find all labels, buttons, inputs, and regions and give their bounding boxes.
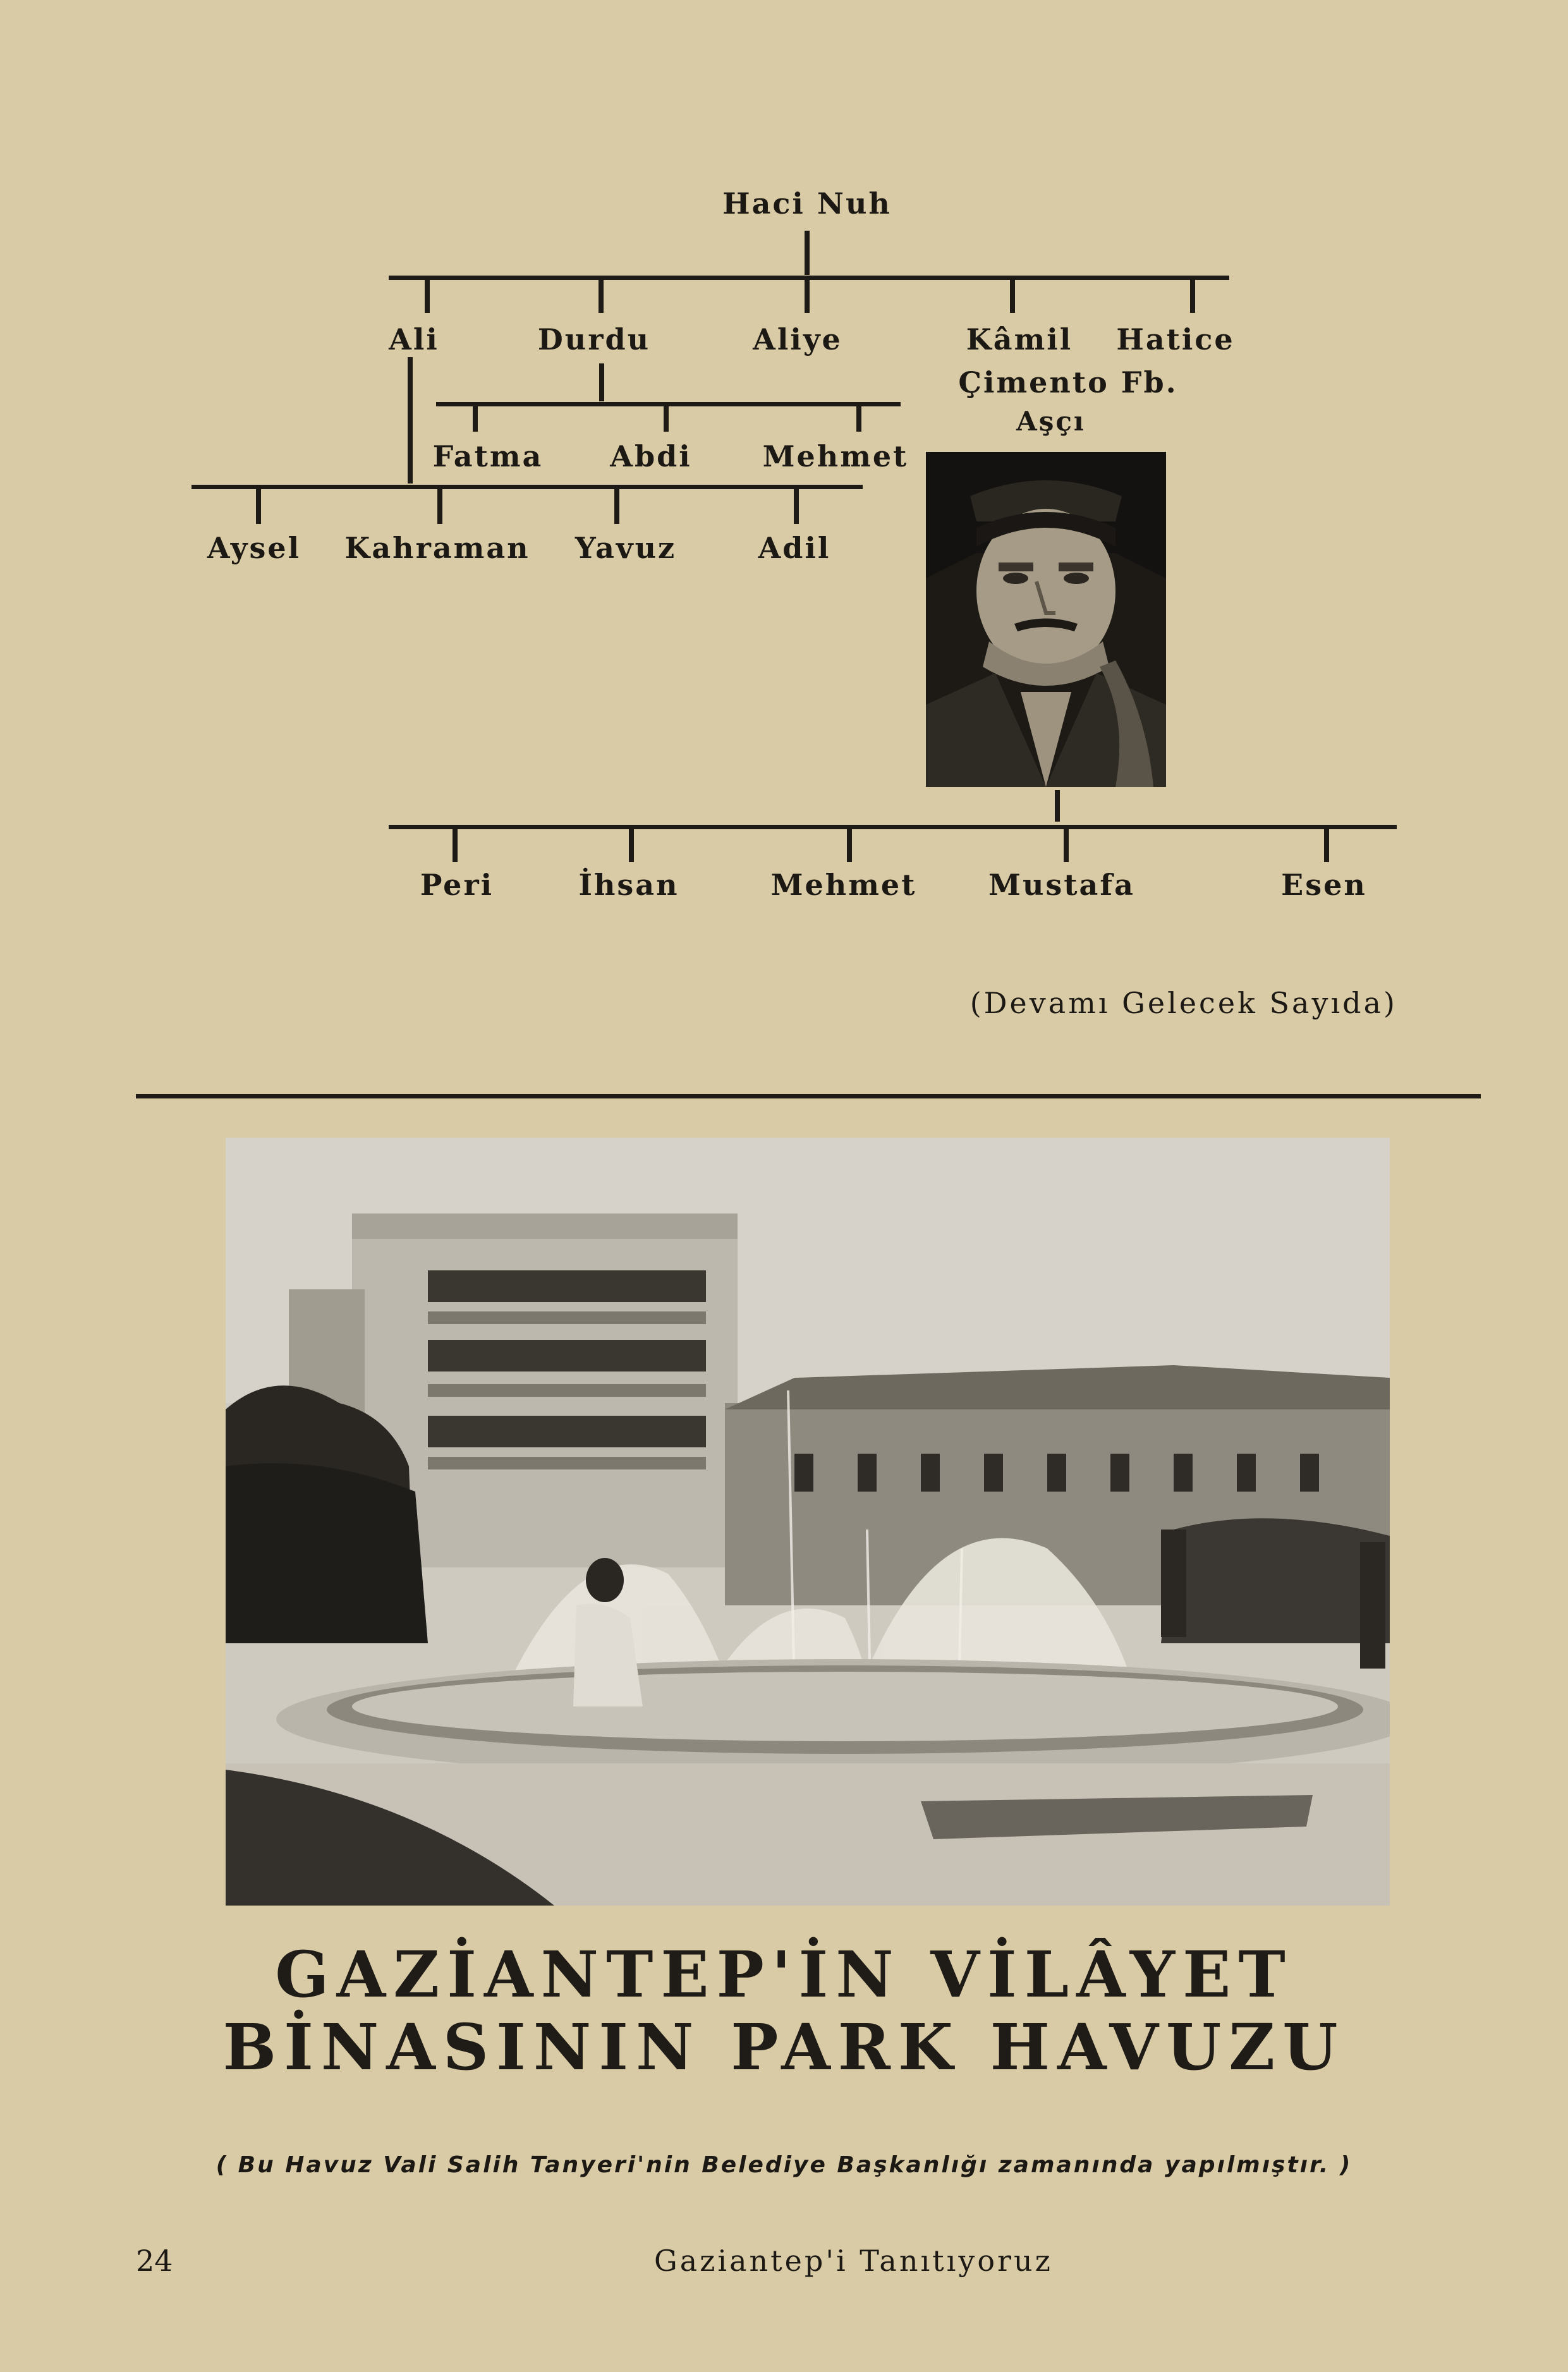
tree-child-name: Ali bbox=[389, 322, 439, 356]
continued-note: (Devamı Gelecek Sayıda) bbox=[969, 986, 1397, 1020]
tree-connector bbox=[1010, 280, 1015, 313]
tree-connector bbox=[805, 280, 810, 313]
fountain-photo-graphic bbox=[226, 1138, 1390, 1906]
tree-connector bbox=[1055, 790, 1060, 822]
tree-grandchild-name: Fatma bbox=[432, 439, 544, 473]
running-title: Gaziantep'i Tanıtıyoruz bbox=[654, 2244, 1053, 2278]
headline-line-2: BİNASININ PARK HAVUZU bbox=[222, 2010, 1346, 2084]
tree-grandchild-name: Aysel bbox=[207, 531, 301, 565]
tree-grandchild-name: Kahraman bbox=[344, 531, 530, 565]
tree-child-name: Hatice bbox=[1116, 322, 1235, 356]
kamil-note-line: Aşçı bbox=[1016, 406, 1086, 437]
tree-child-name: Kâmil bbox=[966, 322, 1073, 356]
tree-connector bbox=[256, 489, 261, 524]
kamil-note-line: Çimento Fb. bbox=[958, 365, 1178, 399]
tree-connector bbox=[453, 829, 458, 862]
tree-connector bbox=[629, 829, 634, 862]
tree-connector bbox=[1190, 280, 1195, 313]
tree-child-name: Aliye bbox=[753, 322, 842, 356]
photo-caption: ( Bu Havuz Vali Salih Tanyeri'nin Belediye Başkanlığı zamanında yapılmıştır. ) bbox=[216, 2152, 1352, 2178]
tree-grandchild-name: İhsan bbox=[578, 868, 679, 902]
tree-connector bbox=[389, 276, 1229, 280]
tree-grandchild-name: Yavuz bbox=[574, 531, 677, 565]
tree-connector bbox=[664, 406, 669, 432]
tree-connector bbox=[805, 231, 810, 275]
tree-root-name: Haci Nuh bbox=[722, 186, 892, 221]
section-divider bbox=[136, 1094, 1481, 1098]
tree-connector bbox=[425, 280, 430, 313]
tree-connector bbox=[599, 363, 604, 401]
tree-child-name: Durdu bbox=[537, 322, 651, 356]
portrait-photo-graphic bbox=[926, 452, 1166, 787]
tree-connector bbox=[847, 829, 852, 862]
tree-grandchild-name: Esen bbox=[1281, 868, 1367, 902]
tree-grandchild-name: Mustafa bbox=[988, 868, 1135, 902]
tree-grandchild-name: Mehmet bbox=[770, 868, 917, 902]
tree-grandchild-name: Mehmet bbox=[762, 439, 909, 473]
headline-line-1: GAZİANTEP'İN VİLÂYET bbox=[275, 1937, 1293, 2012]
tree-connector bbox=[856, 406, 861, 432]
portrait-photo bbox=[926, 452, 1166, 787]
tree-connector bbox=[408, 357, 413, 484]
tree-grandchild-name: Abdi bbox=[610, 439, 692, 473]
page-number: 24 bbox=[136, 2244, 173, 2278]
tree-connector bbox=[614, 489, 619, 524]
tree-grandchild-name: Peri bbox=[420, 868, 494, 902]
tree-connector bbox=[191, 485, 863, 489]
tree-connector bbox=[437, 489, 442, 524]
tree-grandchild-name: Adil bbox=[758, 531, 831, 565]
tree-connector bbox=[1064, 829, 1069, 862]
tree-connector bbox=[794, 489, 799, 524]
tree-connector bbox=[1324, 829, 1329, 862]
tree-connector bbox=[389, 825, 1397, 829]
tree-connector bbox=[599, 280, 604, 313]
tree-connector bbox=[473, 406, 478, 432]
tree-connector bbox=[436, 402, 901, 406]
fountain-photo bbox=[226, 1138, 1390, 1906]
